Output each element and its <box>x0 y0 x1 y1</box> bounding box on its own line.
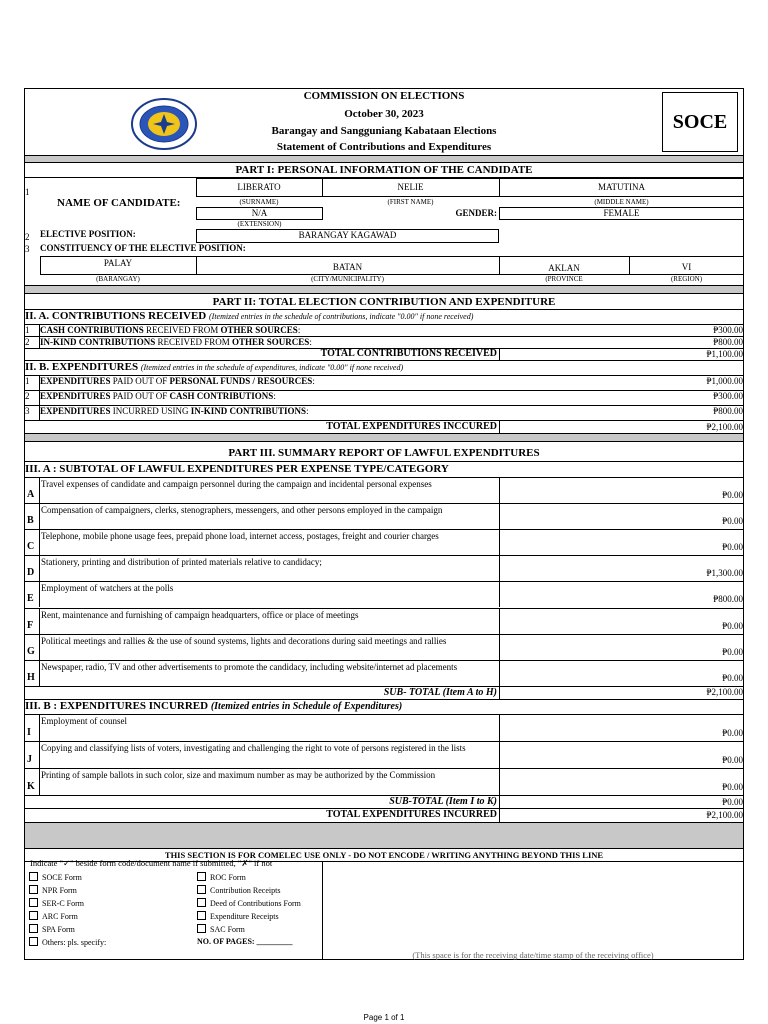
total-expenditures-label: TOTAL EXPENDITURES INCCURED <box>326 421 497 432</box>
divider <box>24 714 744 715</box>
row-description <box>40 377 315 386</box>
checkbox[interactable] <box>197 924 206 933</box>
row-letter: D <box>27 567 35 579</box>
first-name-value: NELIE <box>397 182 424 192</box>
checklist-label: ROC Form <box>210 873 246 882</box>
checklist-item <box>197 911 279 921</box>
divider <box>39 390 40 405</box>
checkbox[interactable] <box>197 872 206 881</box>
middle-name-value: MATUTINA <box>598 182 645 192</box>
divider <box>24 461 744 462</box>
row-letter: K <box>27 780 35 792</box>
checkbox[interactable] <box>197 911 206 920</box>
header-statement: Statement of Contributions and Expenditures <box>276 141 492 153</box>
divider <box>24 477 744 478</box>
checkbox[interactable] <box>197 898 206 907</box>
divider <box>39 477 40 503</box>
row-letter: H <box>27 671 35 683</box>
row-description: Travel expenses of candidate and campaign personnel during the campaign and incidental personal expenses <box>41 479 432 489</box>
row-letter: F <box>27 619 34 631</box>
divider <box>24 634 744 635</box>
checklist-label: NPR Form <box>42 886 77 895</box>
checklist-instruction: Indicate "✓" beside form code/document name if submitted, "✗" if not <box>30 858 273 868</box>
divider <box>24 293 744 294</box>
checkbox[interactable] <box>29 937 38 946</box>
divider <box>39 503 40 529</box>
row-description: Telephone, mobile phone usage fees, prepaid phone load, internet access, postages, freight and courier charges <box>41 531 439 542</box>
divider <box>24 529 744 530</box>
checklist-item <box>29 872 82 882</box>
checklist-item <box>197 924 245 934</box>
row-letter: E <box>27 593 34 605</box>
row-description: Printing of sample ballots in such color, size and maximum number as may be authorized by the Commission <box>41 770 436 780</box>
header-date: October 30, 2023 <box>344 108 424 120</box>
checklist-label: SER-C Form <box>42 899 85 908</box>
row-number: 1 <box>25 325 30 335</box>
row-desc-end: : <box>273 391 276 401</box>
row-number: 1 <box>25 376 30 386</box>
checklist-item <box>197 885 280 895</box>
row-desc-prefix: EXPENDITURES <box>40 391 111 401</box>
row-desc-prefix: EXPENDITURES <box>40 376 111 386</box>
checklist-label: ARC Form <box>42 912 78 921</box>
divider <box>39 324 40 336</box>
row-amount: ₱0.00 <box>722 490 743 501</box>
row-letter: G <box>27 645 35 657</box>
row-number: 2 <box>25 337 30 347</box>
row-desc-prefix: EXPENDITURES <box>40 406 111 416</box>
total-contributions-amount: ₱1,100.00 <box>706 349 743 359</box>
row-desc-suffix: PERSONAL FUNDS / RESOURCES <box>169 376 313 386</box>
row-desc-prefix: CASH CONTRIBUTIONS <box>40 325 144 335</box>
name-label: NAME OF CANDIDATE: <box>57 197 181 209</box>
province-label: (PROVINCE <box>545 275 583 283</box>
row-description <box>40 338 312 347</box>
divider <box>39 375 40 390</box>
divider <box>24 768 744 769</box>
row-description <box>40 326 300 335</box>
row-desc-end: : <box>297 325 301 335</box>
row-amount: ₱0.00 <box>722 516 743 527</box>
city-value: BATAN <box>332 262 363 272</box>
expenditures-title-text: II. B. EXPENDITURES <box>25 361 139 373</box>
barangay-label: (BARANGAY) <box>96 275 140 283</box>
row-description: Employment of counsel <box>41 716 127 726</box>
divider <box>39 634 40 660</box>
divider <box>39 714 40 741</box>
divider <box>322 861 323 960</box>
contributions-note: (Itemized entries in the schedule of contributions, indicate "0.00" if none received) <box>209 312 474 321</box>
grey-band <box>25 823 743 848</box>
part3b-title <box>25 701 402 712</box>
row-number: 3 <box>25 406 30 416</box>
row-amount: ₱0.00 <box>722 672 743 683</box>
row-description: Stationery, printing and distribution of printed materials relative to candidacy; <box>41 557 322 568</box>
row-desc-end: : <box>306 406 309 416</box>
divider <box>24 581 744 582</box>
subtotal-a-amount: ₱2,100.00 <box>706 687 743 697</box>
divider <box>39 581 40 607</box>
row-desc-suffix: OTHER SOURCES <box>220 325 298 335</box>
row-desc-middle: INCURRED USING <box>110 406 191 416</box>
row-description <box>40 407 309 416</box>
row-number: 2 <box>25 391 30 401</box>
constituency-label: CONSTITUENCY OF THE ELECTIVE POSITION: <box>40 243 246 253</box>
expenditures-note: (Itemized entries in the schedule of expenditures, indicate "0.00" if none received) <box>140 363 404 372</box>
row-desc-middle: RECEIVED FROM <box>143 325 221 335</box>
part3-title: PART III. SUMMARY REPORT OF LAWFUL EXPENDITURES <box>228 447 540 459</box>
checkbox[interactable] <box>29 885 38 894</box>
row-amount: ₱1,300.00 <box>706 568 743 579</box>
first-name-label: (FIRST NAME) <box>387 198 434 206</box>
divider <box>24 848 744 849</box>
row-description: Copying and classifying lists of voters, investigating and challenging the right to vote of persons registered in the lists <box>41 743 466 753</box>
checkbox[interactable] <box>29 911 38 920</box>
checklist-label: Others: pls. specify: <box>42 938 107 947</box>
contributions-title <box>25 311 473 322</box>
divider <box>24 555 744 556</box>
comelec-seal <box>130 98 198 150</box>
checklist-item <box>197 872 246 882</box>
gender-value: FEMALE <box>603 208 640 218</box>
row-amount: ₱800.00 <box>713 594 743 605</box>
divider <box>24 608 744 609</box>
subtotal-a-label: SUB- TOTAL (Item A to H) <box>383 687 497 698</box>
total-expenditures-amount: ₱2,100.00 <box>706 422 743 432</box>
checkbox[interactable] <box>197 885 206 894</box>
barangay-value: PALAY <box>103 258 133 268</box>
checkbox[interactable] <box>29 898 38 907</box>
divider <box>39 741 40 768</box>
expenditures-title <box>25 362 403 373</box>
region-label: (REGION) <box>670 275 703 283</box>
row-letter: C <box>27 541 35 553</box>
part3a-title: III. A : SUBTOTAL OF LAWFUL EXPENDITURES PER EXPENSE TYPE/CATEGORY <box>25 463 449 475</box>
pages-label: NO. OF PAGES: _________ <box>197 937 293 946</box>
row-letter: B <box>27 515 34 527</box>
row-description: Compensation of campaigners, clerks, stenographers, messengers, and other persons employed in the campaign <box>41 505 443 516</box>
part3b-note: (Itemized entries in Schedule of Expenditures) <box>210 701 403 712</box>
row-desc-suffix: IN-KIND CONTRIBUTIONS <box>190 406 307 416</box>
divider <box>24 741 744 742</box>
surname-value: LIBERATO <box>237 182 281 192</box>
checklist-label: Expenditure Receipts <box>210 912 279 921</box>
divider <box>24 503 744 504</box>
checklist-label: SOCE Form <box>42 873 82 882</box>
comelec-banner: THIS SECTION IS FOR COMELEC USE ONLY - DO NOT ENCODE / WRITING ANYTHING BEYOND THIS LINE <box>164 850 604 860</box>
row-amount: ₱0.00 <box>722 754 743 765</box>
row-letter: A <box>27 489 35 501</box>
checklist-item <box>29 898 84 908</box>
row-amount: ₱0.00 <box>722 727 743 738</box>
row-description: Employment of watchers at the polls <box>41 583 174 594</box>
row-amount: ₱0.00 <box>722 542 743 553</box>
row-amount: ₱1,000.00 <box>706 376 743 386</box>
divider <box>24 162 744 163</box>
header-line1: COMMISSION ON ELECTIONS <box>303 90 465 102</box>
row-number: 1 <box>25 187 30 197</box>
divider <box>39 660 40 686</box>
contributions-title-text: II. A. CONTRIBUTIONS RECEIVED <box>25 310 207 322</box>
region-value: VI <box>681 262 692 272</box>
extension-value: N/A <box>251 208 268 218</box>
row-desc-middle: PAID OUT OF <box>110 391 170 401</box>
checklist-item <box>197 898 301 908</box>
position-value: BARANGAY KAGAWAD <box>298 230 397 240</box>
row-desc-suffix: OTHER SOURCES <box>232 337 310 347</box>
checkbox[interactable] <box>29 924 38 933</box>
divider <box>24 795 744 796</box>
middle-name-label: (MIDDLE NAME) <box>594 198 649 206</box>
checklist-item <box>29 911 78 921</box>
row-amount: ₱0.00 <box>722 781 743 792</box>
part1-title: PART I: PERSONAL INFORMATION OF THE CANDIDATE <box>235 164 533 176</box>
checklist-item <box>29 924 75 934</box>
row-desc-end: : <box>312 376 315 386</box>
total-contributions-label: TOTAL CONTRIBUTIONS RECEIVED <box>320 348 497 359</box>
part3b-title-text: III. B : EXPENDITURES INCURRED <box>25 700 209 712</box>
soce-badge-text: SOCE <box>672 111 728 133</box>
checklist-item <box>29 885 77 895</box>
row-amount: ₱800.00 <box>713 337 743 347</box>
grey-band <box>25 286 743 293</box>
divider <box>39 336 40 348</box>
row-amount: ₱800.00 <box>713 406 743 416</box>
stamp-note: (This space is for the receiving date/time stamp of the receiving office) <box>412 950 654 960</box>
total-incurred-amount: ₱2,100.00 <box>706 810 743 820</box>
row-description: Political meetings and rallies & the use of sound systems, lights and decorations during said meetings and rallies <box>41 635 447 646</box>
divider <box>24 441 744 442</box>
page-number: Page 1 of 1 <box>363 1013 405 1022</box>
gender-label: GENDER: <box>455 208 497 218</box>
checklist-label: SPA Form <box>42 925 75 934</box>
divider <box>39 555 40 581</box>
row-amount: ₱0.00 <box>722 620 743 631</box>
divider <box>39 608 40 634</box>
row-description: Newspaper, radio, TV and other advertisements to promote the candidacy, including website/internet ad placements <box>41 661 458 672</box>
divider <box>39 405 40 420</box>
row-amount: ₱300.00 <box>713 325 743 335</box>
total-incurred-label: TOTAL EXPENDITURES INCURRED <box>326 809 497 820</box>
city-label: (CITY/MUNICIPALITY) <box>311 275 384 283</box>
row-letter: J <box>27 753 32 765</box>
divider <box>39 529 40 555</box>
position-label: ELECTIVE POSITION: <box>40 229 136 239</box>
row-desc-middle: RECEIVED FROM <box>155 337 233 347</box>
checklist-label: Contribution Receipts <box>210 886 281 895</box>
province-value: AKLAN <box>548 263 580 273</box>
extension-label: (EXTENSION) <box>237 220 282 228</box>
row-desc-middle: PAID OUT OF <box>110 376 170 386</box>
grey-band <box>25 434 743 441</box>
row-amount: ₱0.00 <box>722 646 743 657</box>
header-election: Barangay and Sangguniang Kabataan Elections <box>271 125 497 137</box>
checklist-label: SAC Form <box>210 925 245 934</box>
row-number: 3 <box>25 244 30 254</box>
checklist-item <box>29 937 106 947</box>
surname-label: (SURNAME) <box>239 198 279 206</box>
row-description <box>40 392 276 401</box>
divider <box>39 768 40 795</box>
checkbox[interactable] <box>29 872 38 881</box>
subtotal-b-amount: ₱0.00 <box>722 797 743 807</box>
subtotal-b-label: SUB-TOTAL (Item I to K) <box>389 796 497 807</box>
row-letter: I <box>27 726 31 738</box>
part2-title: PART II: TOTAL ELECTION CONTRIBUTION AND EXPENDITURE <box>212 296 556 308</box>
row-desc-suffix: CASH CONTRIBUTIONS <box>169 391 274 401</box>
row-desc-end: : <box>309 337 312 347</box>
divider <box>24 660 744 661</box>
checklist-label: Deed of Contributions Form <box>210 899 301 908</box>
row-desc-prefix: IN-KIND CONTRIBUTIONS <box>40 337 156 347</box>
row-amount: ₱300.00 <box>713 391 743 401</box>
row-number: 2 <box>25 232 30 242</box>
row-description: Rent, maintenance and furnishing of campaign headquarters, office or place of meetings <box>41 609 359 620</box>
